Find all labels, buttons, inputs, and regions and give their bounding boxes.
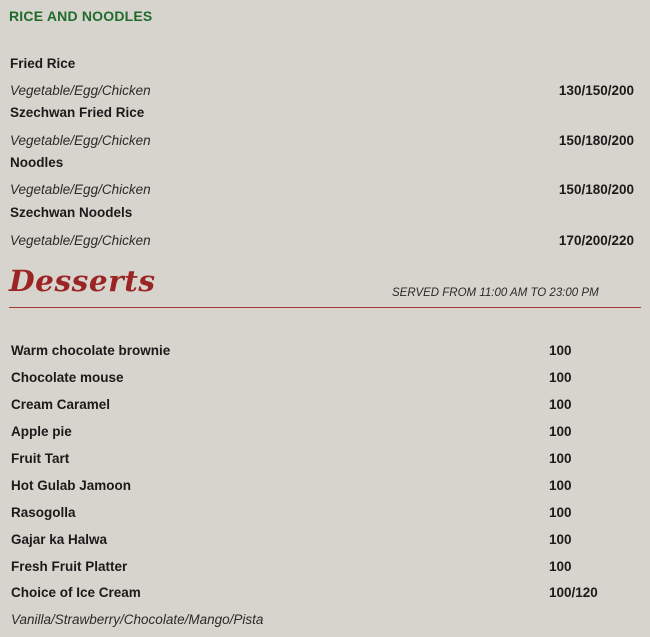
served-time-note: SERVED FROM 11:00 AM TO 23:00 PM [392,287,599,299]
dessert-price: 100 [549,559,572,574]
dessert-name: Apple pie [11,424,72,439]
dish-price: 150/180/200 [558,133,634,148]
dessert-price: 100 [549,505,572,520]
dessert-price: 100 [549,451,572,466]
dish-name: Szechwan Noodels [10,205,133,220]
section-title-rice-noodles: RICE AND NOODLES [9,8,153,24]
dessert-price: 100 [549,370,572,385]
dish-name: Szechwan Fried Rice [10,105,145,120]
dish-name: Noodles [10,155,64,170]
dessert-name: Choice of Ice Cream [11,585,141,600]
dessert-price: 100 [549,532,572,547]
dessert-price: 100 [549,478,572,493]
dessert-name: Fresh Fruit Platter [11,559,128,574]
dessert-name: Cream Caramel [11,397,111,412]
dish-variants: Vegetable/Egg/Chicken [10,233,151,248]
dish-variants: Vegetable/Egg/Chicken [10,133,151,148]
dessert-price: 100 [549,424,572,439]
dessert-price: 100 [549,343,572,358]
dish-variants: Vegetable/Egg/Chicken [10,83,151,98]
section-divider [9,307,641,308]
dessert-name: Fruit Tart [11,451,70,466]
dish-price: 150/180/200 [558,182,634,197]
section-title-desserts: Desserts [9,264,156,298]
dessert-name: Warm chocolate brownie [11,343,171,358]
dessert-name: Rasogolla [11,505,76,520]
dish-variants: Vegetable/Egg/Chicken [10,182,151,197]
dessert-price: 100/120 [549,585,598,600]
dessert-price: 100 [549,397,572,412]
dessert-name: Gajar ka Halwa [11,532,108,547]
dish-price: 170/200/220 [558,233,634,248]
ice-cream-flavors: Vanilla/Strawberry/Chocolate/Mango/Pista [11,612,264,627]
dish-price: 130/150/200 [558,83,634,98]
dessert-name: Hot Gulab Jamoon [11,478,132,493]
dish-name: Fried Rice [10,56,76,71]
dessert-name: Chocolate mouse [11,370,124,385]
